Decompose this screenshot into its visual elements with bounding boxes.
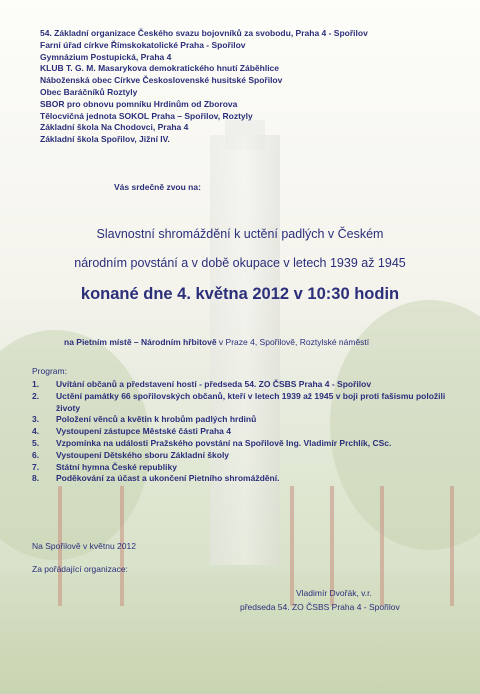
program-item — [32, 391, 462, 415]
organization-item: Farní úřad církve Římskokatolické Praha - Spořilov — [40, 39, 246, 50]
organization-item: Gymnázium Postupická, Praha 4 — [40, 51, 172, 62]
organizers-label: Za pořádající organizace: — [32, 564, 128, 574]
organizations-list — [40, 28, 368, 146]
organization-item: Náboženská obec Církve Československé husitské Spořilov — [40, 75, 283, 86]
organization-item: SBOR pro obnovu pomníku Hrdinům od Zborova — [40, 98, 238, 109]
dateline: Na Spořilově v květnu 2012 — [32, 541, 136, 551]
program-item-number: 1. — [32, 379, 40, 389]
program-item — [32, 473, 462, 485]
program-item-text: Státní hymna České republiky — [56, 461, 177, 472]
organization-item: KLUB T. G. M. Masarykova demokratického hnutí Záběhlice — [40, 63, 280, 74]
organization-item: Tělocvičná jednota SOKOL Praha – Spořilov, Roztyly — [40, 110, 253, 121]
program-item-text: Uvítání občanů a představení hostí - předseda 54. ZO ČSBS Praha 4 - Spořilov — [56, 379, 372, 389]
program-item-number: 3. — [32, 414, 40, 425]
signatory-name: Vladimír Dvořák, v.r. — [296, 588, 372, 598]
program-item — [32, 379, 462, 391]
program-item — [32, 426, 462, 438]
program-label: Program: — [32, 366, 67, 376]
program-item — [32, 414, 462, 426]
headline-line-2: národním povstání a v době okupace v letech 1939 až 1945 — [74, 256, 406, 270]
signatory-title: předseda 54. ZO ČSBS Praha 4 - Spořilov — [240, 602, 400, 612]
place-address: v Praze 4, Spořilově, Roztylské náměstí — [216, 337, 370, 347]
program-item-text: Vystoupení zástupce Městské části Praha 4 — [56, 426, 231, 437]
organization-item: Základní škola Na Chodovci, Praha 4 — [40, 122, 189, 133]
program-item — [32, 450, 462, 462]
place-name: na Pietním místě – Národním hřbitově — [64, 337, 217, 347]
organization-item: 54. Základní organizace Českého svazu bojovníků za svobodu, Praha 4 - Spořilov — [40, 28, 368, 38]
program-item-text: Uctění památky 66 spořilovských občanů, kteří v letech 1939 až 1945 v boji proti fašismu položili životy — [56, 390, 446, 413]
program-item-text: Položení věnců a květin k hrobům padlých hrdinů — [56, 414, 257, 425]
organization-item: Základní škola Spořilov, Jižní IV. — [40, 134, 170, 145]
program-item-number: 8. — [32, 473, 40, 484]
event-place — [64, 337, 369, 347]
organization-item: Obec Baráčníků Roztyly — [40, 86, 138, 97]
program-item-number: 7. — [32, 461, 40, 472]
program-item-number: 2. — [32, 390, 40, 401]
invite-line: Vás srdečně zvou na: — [114, 182, 201, 192]
event-date-line: konané dne 4. května 2012 v 10:30 hodin — [80, 285, 400, 303]
program-item — [32, 438, 462, 450]
program-list — [32, 379, 462, 485]
program-item-number: 6. — [32, 449, 40, 460]
program-item-number: 5. — [32, 437, 40, 448]
program-item-number: 4. — [32, 426, 40, 437]
program-item-text: Vystoupení Dětského sboru Základní školy — [56, 449, 230, 460]
program-item-text: Poděkování za účast a ukončení Pietního shromáždění. — [56, 473, 280, 484]
program-item — [32, 462, 462, 474]
headline-line-1: Slavnostní shromáždění k uctění padlých v Českém — [96, 227, 384, 241]
program-item-text: Vzpomínka na události Pražského povstání na Spořilově Ing. Vladimír Prchlík, CSc. — [56, 437, 392, 448]
